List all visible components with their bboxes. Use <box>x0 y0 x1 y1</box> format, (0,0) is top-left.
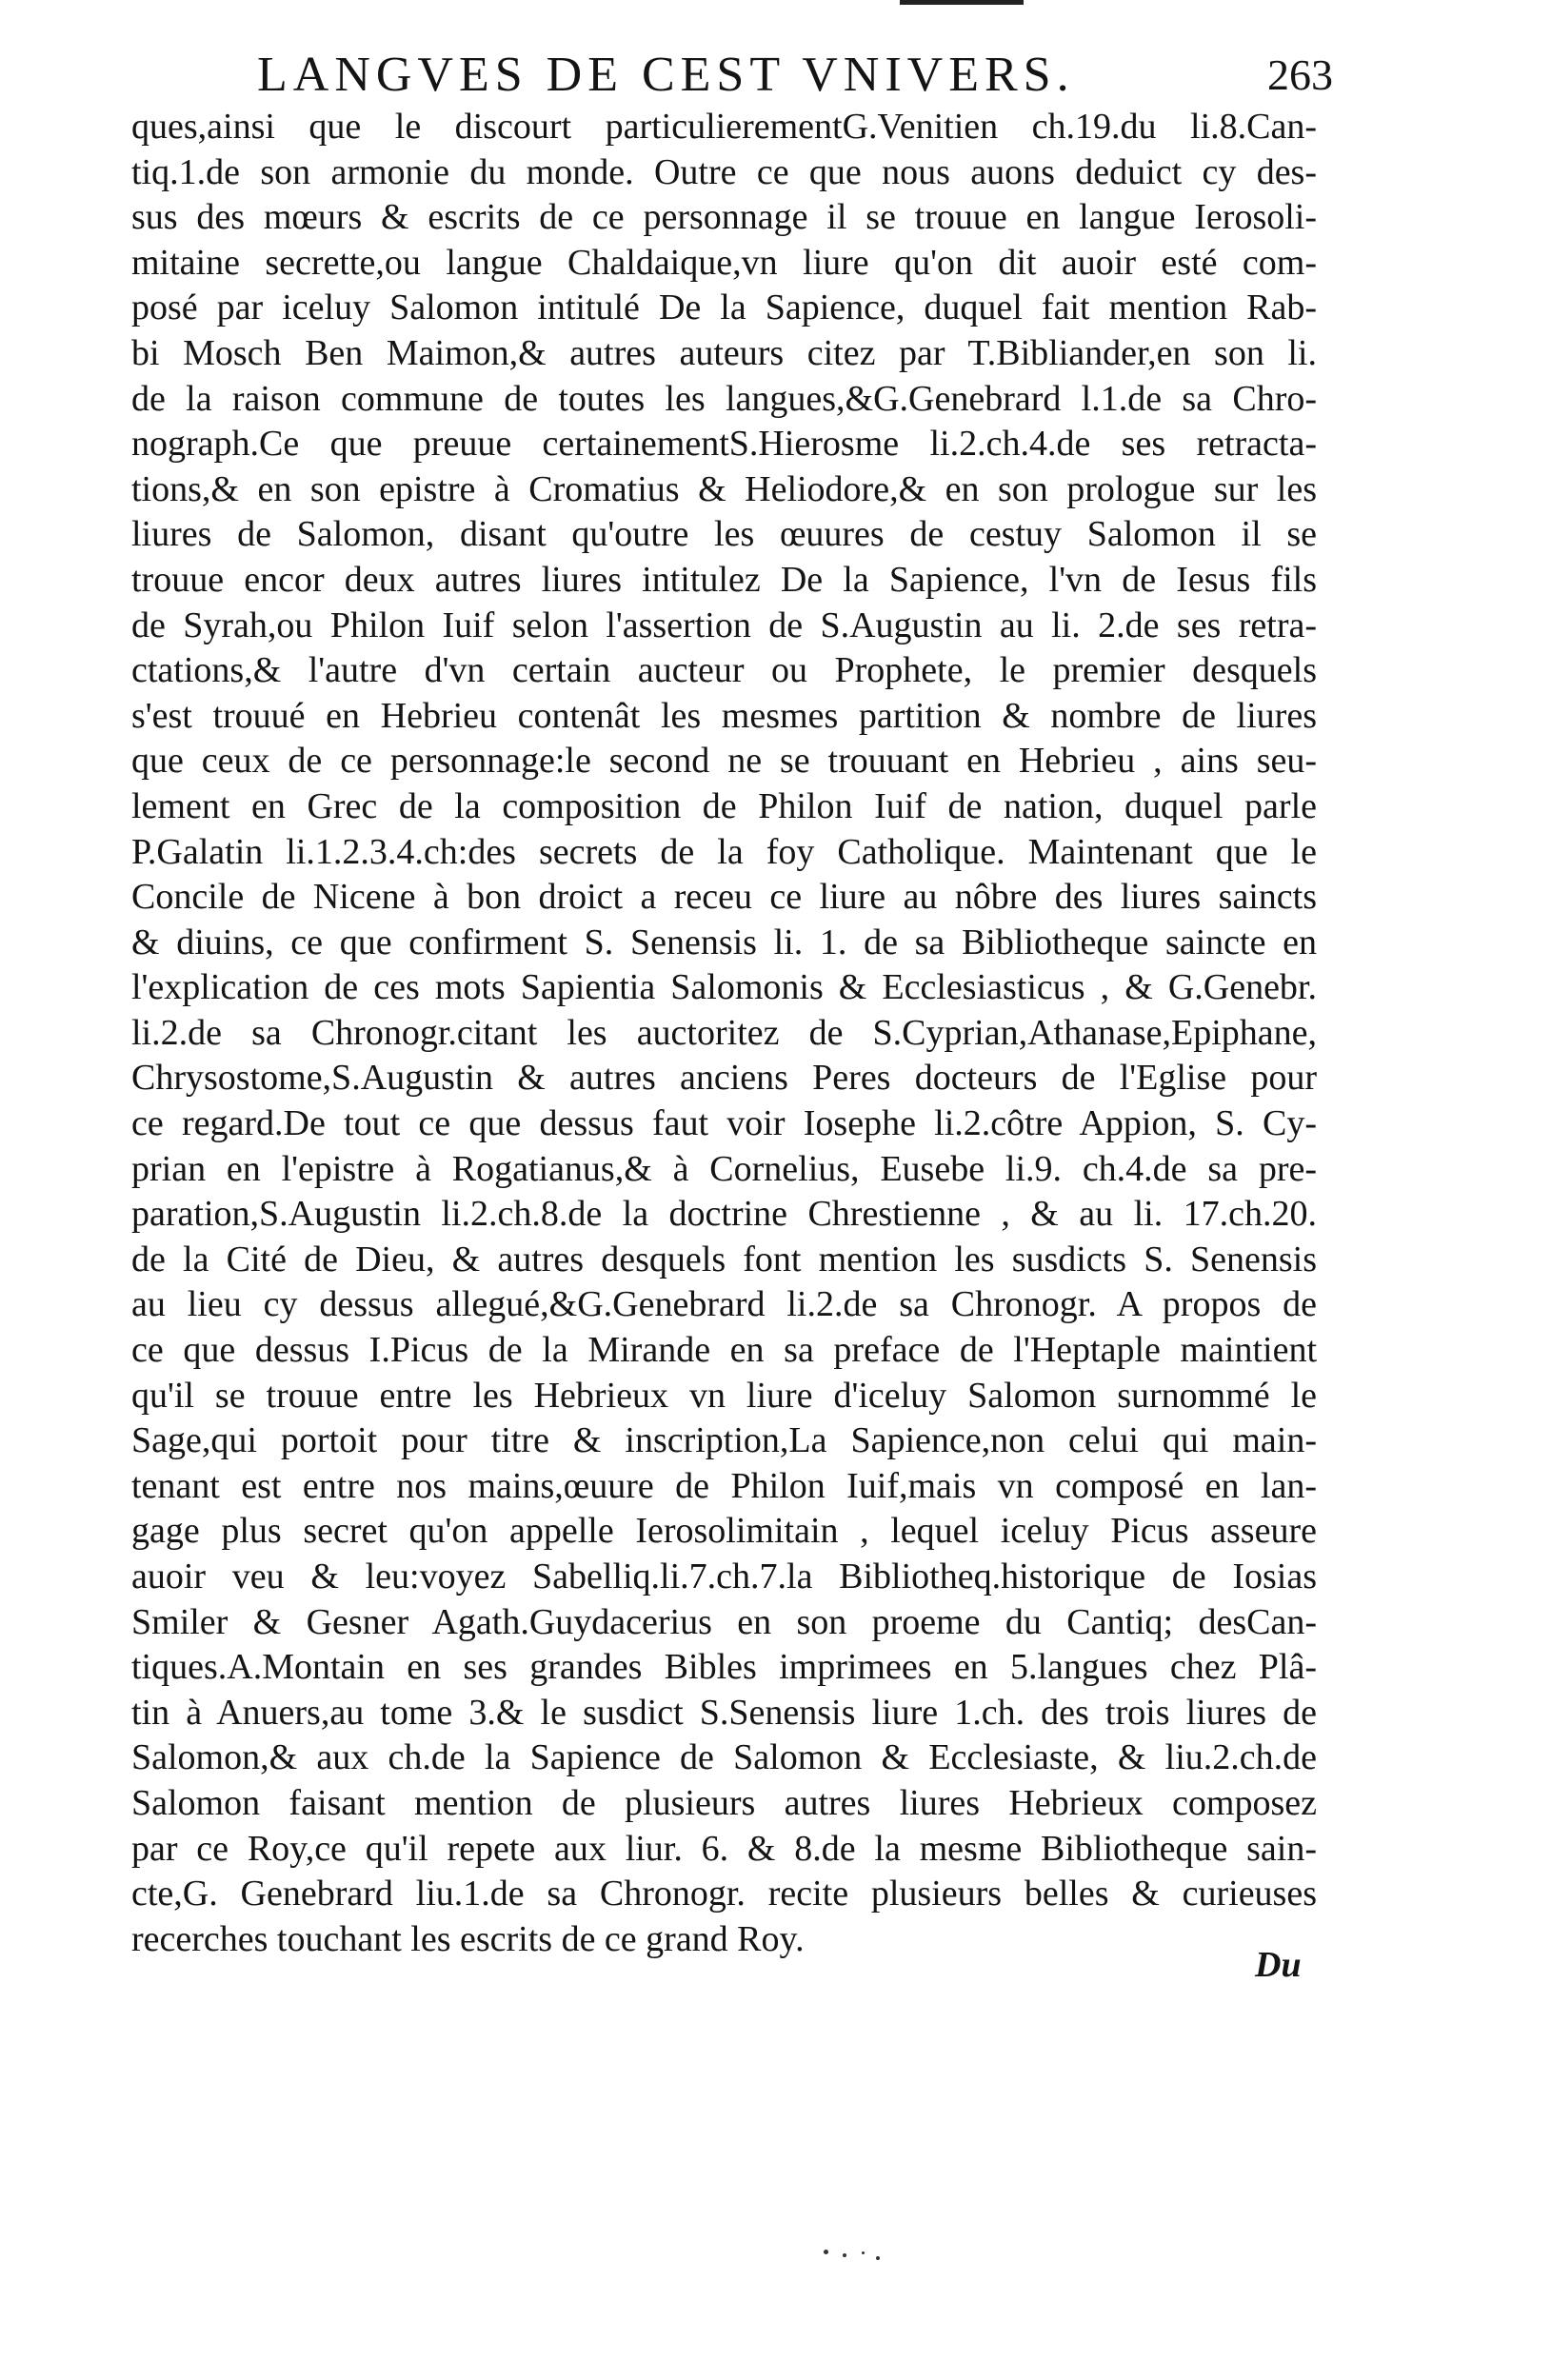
text-line: Concile de Nicene à bon droict a receu ce liure au nôbre des liures saincts <box>131 877 1317 918</box>
catchword: Du <box>1255 1945 1302 1985</box>
text-line: de la raison commune de toutes les langues,&G.Genebrard l.1.de sa Chro- <box>131 378 1317 419</box>
text-line: li.2.de sa Chronogr.citant les auctoritez de S.Cyprian,Athanase,Epiphane, <box>131 1012 1317 1053</box>
ink-speck <box>862 2251 865 2254</box>
text-line: mitaine secrette,ou langue Chaldaique,vn liure qu'on dit auoir esté com- <box>131 242 1317 283</box>
text-line: liures de Salomon, disant qu'outre les œuures de cestuy Salomon il se <box>131 514 1317 555</box>
text-line: de Syrah,ou Philon Iuif selon l'assertion de S.Augustin au li. 2.de ses retra- <box>131 605 1317 645</box>
text-line: lement en Grec de la composition de Philon Iuif de nation, duquel parle <box>131 785 1317 826</box>
text-line: tiques.A.Montain en ses grandes Bibles imprimees en 5.langues chez Plâ- <box>131 1647 1317 1688</box>
text-line: Salomon,& aux ch.de la Sapience de Salomon & Ecclesiaste, & liu.2.ch.de <box>131 1737 1317 1778</box>
text-line: bi Mosch Ben Maimon,& autres auteurs citez par T.Bibliander,en son li. <box>131 332 1317 373</box>
text-line: de la Cité de Dieu, & autres desquels font mention les susdicts S. Senensis <box>131 1239 1317 1279</box>
text-line: tions,& en son epistre à Cromatius & Heliodore,& en son prologue sur les <box>131 468 1317 509</box>
text-line: Chrysostome,S.Augustin & autres anciens Peres docteurs de l'Eglise pour <box>131 1058 1317 1099</box>
ink-speck <box>876 2256 880 2260</box>
text-line: par ce Roy,ce qu'il repete aux liur. 6. & 8.de la mesme Bibliotheque sain- <box>131 1828 1317 1869</box>
running-title: LANGVES DE CEST VNIVERS. <box>257 48 1075 102</box>
text-line: qu'il se trouue entre les Hebrieux vn liure d'iceluy Salomon surnommé le <box>131 1375 1317 1416</box>
text-line: paration,S.Augustin li.2.ch.8.de la doctrine Chrestienne , & au li. 17.ch.20. <box>131 1194 1317 1235</box>
text-line: posé par iceluy Salomon intitulé De la Sapience, duquel fait mention Rab- <box>131 288 1317 328</box>
text-line: ce regard.De tout ce que dessus faut voir Iosephe li.2.côtre Appion, S. Cy- <box>131 1103 1317 1144</box>
ink-speck <box>843 2253 846 2257</box>
top-edge-mark <box>900 0 1024 5</box>
body-text <box>131 105 1317 1962</box>
text-line: au lieu cy dessus allegué,&G.Genebrard li.2.de sa Chronogr. A propos de <box>131 1284 1317 1325</box>
text-line: Sage,qui portoit pour titre & inscription,La Sapience,non celui qui main- <box>131 1420 1317 1461</box>
text-line: sus des mœurs & escrits de ce personnage il se trouue en langue Ierosoli- <box>131 197 1317 238</box>
text-line: P.Galatin li.1.2.3.4.ch:des secrets de la foy Catholique. Maintenant que le <box>131 831 1317 872</box>
text-line: trouue encor deux autres liures intitulez De la Sapience, l'vn de Iesus fils <box>131 559 1317 600</box>
text-line: gage plus secret qu'on appelle Ierosolimitain , lequel iceluy Picus asseure <box>131 1511 1317 1552</box>
text-line: que ceux de ce personnage:le second ne se trouuant en Hebrieu , ains seu- <box>131 741 1317 782</box>
text-line: & diuins, ce que confirment S. Senensis li. 1. de sa Bibliotheque saincte en <box>131 922 1317 962</box>
ink-speck <box>824 2250 828 2254</box>
text-line: prian en l'epistre à Rogatianus,& à Cornelius, Eusebe li.9. ch.4.de sa pre- <box>131 1148 1317 1189</box>
text-line: tin à Anuers,au tome 3.& le susdict S.Senensis liure 1.ch. des trois liures de <box>131 1692 1317 1733</box>
text-line: nograph.Ce que preuue certainementS.Hierosme li.2.ch.4.de ses retracta- <box>131 424 1317 465</box>
text-line: recerches touchant les escrits de ce grand Roy. <box>131 1918 805 1959</box>
text-line: ques,ainsi que le discourt particulierementG.Venitien ch.19.du li.8.Can- <box>131 107 1317 147</box>
text-line: l'explication de ces mots Sapientia Salomonis & Ecclesiasticus , & G.Genebr. <box>131 967 1317 1008</box>
text-line: Salomon faisant mention de plusieurs autres liures Hebrieux composez <box>131 1782 1317 1823</box>
running-head <box>257 42 1333 109</box>
text-line: cte,G. Genebrard liu.1.de sa Chronogr. recite plusieurs belles & curieuses <box>131 1874 1317 1914</box>
text-line: tenant est entre nos mains,œuure de Philon Iuif,mais vn composé en lan- <box>131 1465 1317 1506</box>
text-line: auoir veu & leu:voyez Sabelliq.li.7.ch.7.la Bibliotheq.historique de Iosias <box>131 1557 1317 1597</box>
text-line: ctations,& l'autre d'vn certain aucteur ou Prophete, le premier desquels <box>131 650 1317 691</box>
text-line: ce que dessus I.Picus de la Mirande en sa preface de l'Heptaple maintient <box>131 1330 1317 1371</box>
text-line: s'est trouué en Hebrieu contenât les mesmes partition & nombre de liures <box>131 695 1317 736</box>
text-line: tiq.1.de son armonie du monde. Outre ce que nous auons deduict cy des- <box>131 151 1317 192</box>
text-line: Smiler & Gesner Agath.Guydacerius en son proeme du Cantiq; desCan- <box>131 1601 1317 1642</box>
page-number: 263 <box>1267 50 1333 99</box>
